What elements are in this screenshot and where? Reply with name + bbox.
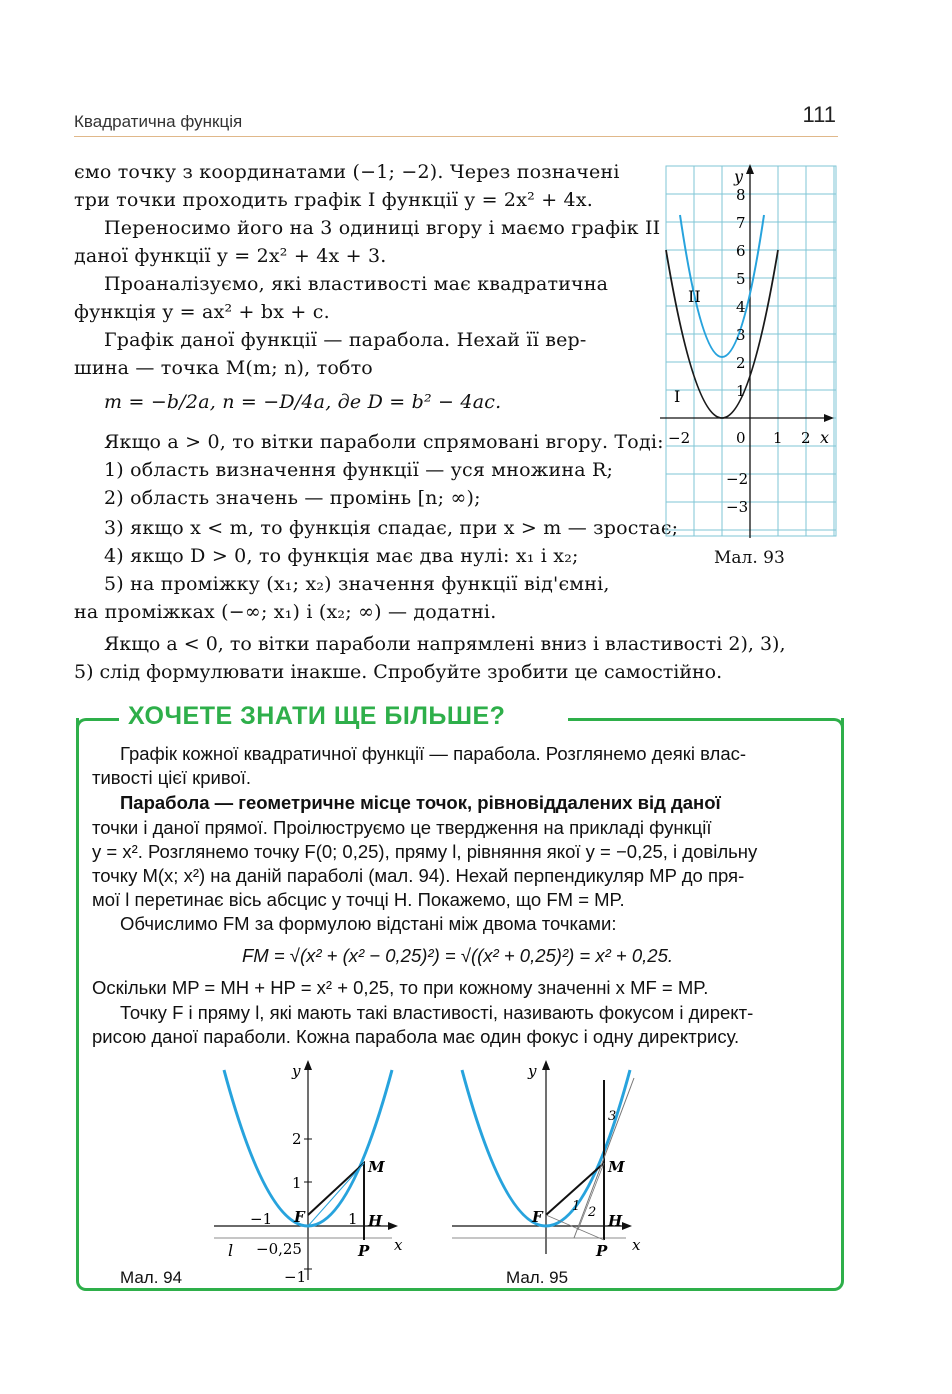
figure-93-caption: Мал. 93 <box>714 548 785 568</box>
text-line: мої l перетинає вісь абсцис у точці H. Покажемо, що FM = MP. <box>92 889 625 910</box>
text-line: 2) область значень — промінь [n; ∞); <box>104 487 481 509</box>
grid <box>666 166 836 536</box>
curve-label-I: I <box>674 387 681 406</box>
main-text <box>74 158 679 628</box>
figure-93-graph <box>660 160 840 545</box>
figure-94-caption: Мал. 94 <box>120 1268 183 1287</box>
text-line: Переносимо його на 3 одиниці вгору і маємо графік II <box>104 217 661 239</box>
text-line: Графік кожної квадратичної функції — парабола. Розглянемо деякі влас- <box>120 743 747 764</box>
y-tick-label: −2 <box>726 470 749 488</box>
x-tick-label: −2 <box>668 429 691 447</box>
label-l: l <box>228 1241 234 1260</box>
text-line: 5) на проміжку (x₁; x₂) значення функції від'ємні, <box>104 573 610 595</box>
text-line: рисою даної параболи. Кожна парабола має один фокус і одну директрису. <box>92 1026 740 1047</box>
angle-label-3: 3 <box>608 1109 617 1124</box>
text-line: 5) слід формулювати інакше. Спробуйте зробити це самостійно. <box>74 661 723 683</box>
section-title: Квадратична функція <box>74 112 243 131</box>
y-axis-arrow <box>304 1060 312 1070</box>
label-1: 1 <box>292 1174 302 1192</box>
distance-formula: FM = √(x² + (x² − 0,25)²) = √((x² + 0,25)²) = x² + 0,25. <box>242 945 674 966</box>
text-line-bold: Парабола — геометричне місце точок, рівновіддалених від даної <box>120 792 721 813</box>
label-F: F <box>294 1208 305 1226</box>
text-line: y = x². Розглянемо точку F(0; 0,25), пряму l, рівняння якої y = −0,25, і довільну <box>92 841 758 862</box>
y-tick-label: 1 <box>736 382 746 400</box>
y-tick-label: −3 <box>726 498 749 516</box>
label-M: M <box>608 1158 625 1176</box>
info-box-frame-top-left <box>76 718 119 731</box>
y-tick-label: 7 <box>736 214 746 232</box>
label-minus-1-x: −1 <box>250 1210 273 1228</box>
text-line: шина — точка M(m; n), тобто <box>74 357 373 379</box>
y-tick-label: 2 <box>736 354 746 372</box>
text-line: даної функції y = 2x² + 4x + 3. <box>74 245 387 267</box>
x-tick-label: 2 <box>801 429 811 447</box>
x-axis-arrow <box>622 1222 632 1230</box>
figure-95-caption: Мал. 95 <box>506 1268 569 1287</box>
label-P: P <box>358 1242 370 1260</box>
text-line: 3) якщо x < m, то функція спадає, при x > m — зростає; <box>104 517 679 539</box>
text-line: точки і даної прямої. Проілюструємо це твердження на прикладі функції <box>92 817 712 838</box>
text-line: Проаналізуємо, які властивості має квадратична <box>104 273 609 295</box>
axis-label-y: y <box>734 167 744 186</box>
text-line: Точку F і пряму l, які мають такі властивості, називають фокусом і директ- <box>120 1002 754 1023</box>
figure-94 <box>210 1058 420 1284</box>
page-header <box>74 102 838 137</box>
text-line: 4) якщо D > 0, то функція має два нулі: x₁ і x₂; <box>104 545 579 567</box>
y-tick-label: 3 <box>736 326 746 344</box>
info-box-title: ХОЧЕТЕ ЗНАТИ ЩЕ БІЛЬШЕ? <box>128 702 506 730</box>
figure-95 <box>446 1058 656 1258</box>
text-line: 1) область визначення функції — уся множина R; <box>104 459 614 481</box>
label-H: H <box>608 1212 623 1230</box>
label-P: P <box>596 1242 608 1258</box>
text-line: ємо точку з координатами (−1; −2). Через позначені <box>74 161 620 183</box>
text-line: Якщо a < 0, то вітки параболи напрямлені вниз і властивості 2), 3), <box>104 633 786 655</box>
vertex-formula: m = −b/2a, n = −D/4a, де D = b² − 4ac. <box>104 391 502 413</box>
info-box-frame-top-right <box>568 718 844 731</box>
angle-label-2: 2 <box>588 1205 597 1220</box>
text-line: точку M(x; x²) на даній параболі (мал. 94). Нехай перпендикуляр MP до пря- <box>92 865 745 886</box>
x-tick-labels <box>668 429 811 447</box>
x-axis-arrow <box>388 1222 398 1230</box>
label-1-x: 1 <box>348 1210 358 1228</box>
x-axis-arrow <box>824 414 834 422</box>
angle-label-1: 1 <box>572 1199 581 1214</box>
y-axis-arrow <box>542 1060 550 1070</box>
label-M: M <box>368 1158 385 1176</box>
label-x: x <box>632 1236 641 1254</box>
y-tick-labels <box>726 186 748 516</box>
text-line: Графік даної функції — парабола. Нехай її вер- <box>104 329 587 351</box>
page-number: 111 <box>802 102 836 127</box>
text-line: Оскільки MP = MH + HP = x² + 0,25, то при кожному значенні x MF = MP. <box>92 977 709 998</box>
axis-label-x: x <box>820 428 830 447</box>
y-tick-label: 4 <box>736 298 746 316</box>
label-minus-025: −0,25 <box>256 1240 302 1258</box>
x-tick-label: 1 <box>773 429 783 447</box>
y-tick-label: 5 <box>736 270 746 288</box>
text-line: Якщо a > 0, то вітки параболи спрямовані вгору. Тоді: <box>104 431 664 453</box>
label-2: 2 <box>292 1130 302 1148</box>
label-y: y <box>528 1062 537 1080</box>
label-H: H <box>368 1212 383 1230</box>
label-y: y <box>292 1062 301 1080</box>
text-line: на проміжках (−∞; x₁) і (x₂; ∞) — додатні. <box>74 601 497 623</box>
y-tick-label: 8 <box>736 186 746 204</box>
label-minus-1-y: −1 <box>284 1268 307 1284</box>
label-F: F <box>532 1208 543 1226</box>
y-tick-label: 6 <box>736 242 746 260</box>
curve-label-II: II <box>688 287 701 306</box>
label-x: x <box>394 1236 403 1254</box>
text-line: функція y = ax² + bx + c. <box>74 301 330 323</box>
x-tick-label: 0 <box>736 429 746 447</box>
text-line: три точки проходить графік I функції y = 2x² + 4x. <box>74 189 593 211</box>
text-line: Обчислимо FM за формулою відстані між двома точками: <box>120 913 617 934</box>
text-line: тивості цієї кривої. <box>92 767 252 788</box>
